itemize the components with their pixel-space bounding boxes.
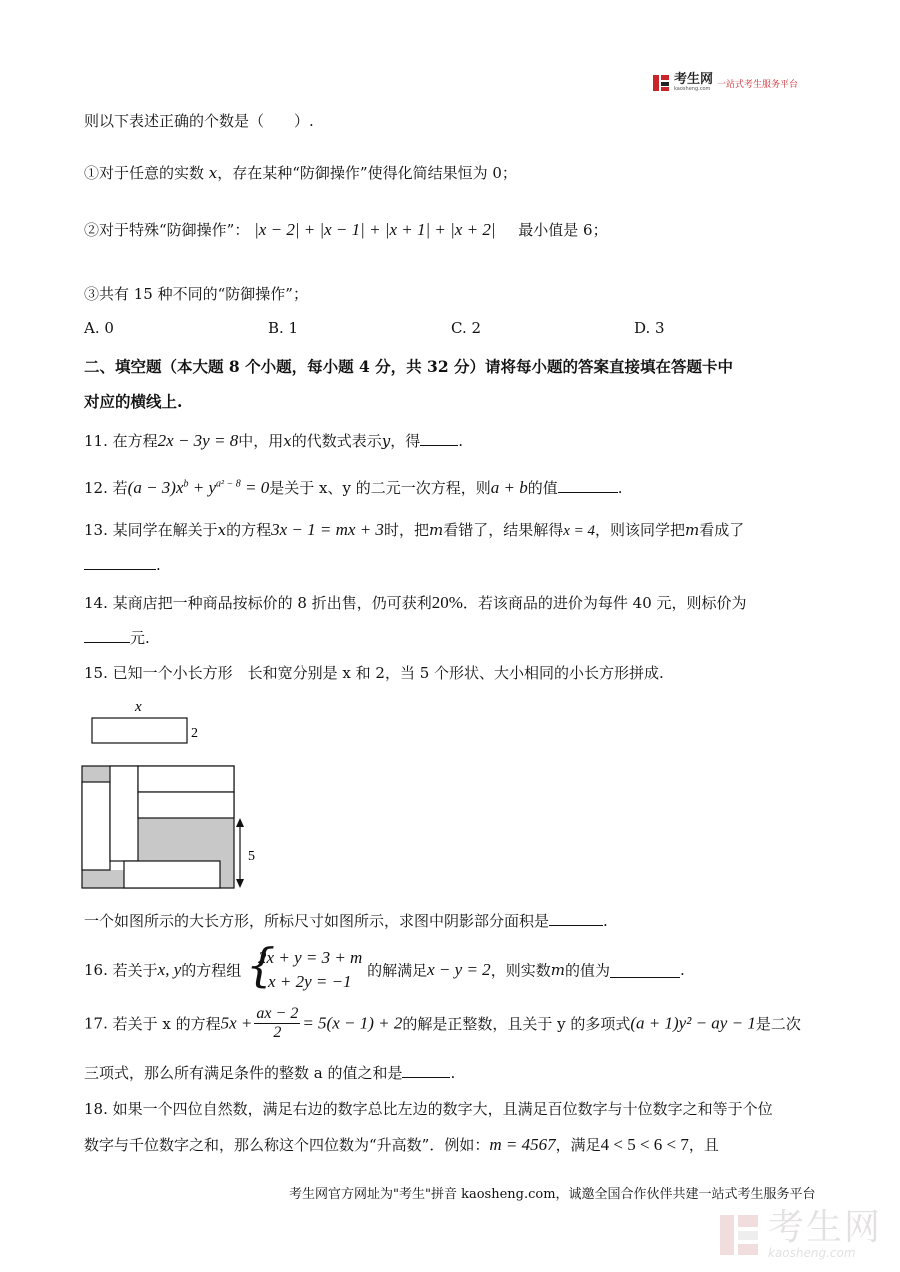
q10-option-b: B. 1 xyxy=(268,319,299,337)
q13-t6: 看成了 xyxy=(699,521,745,539)
q16-answer-blank[interactable] xyxy=(610,963,680,978)
q16-system xyxy=(246,938,363,994)
q17-frac-den: 2 xyxy=(273,1024,282,1041)
q17-t2: 的解是正整数，且关于 y 的多项式 xyxy=(402,1015,631,1033)
q15-answer-blank[interactable] xyxy=(549,911,603,926)
question-11 xyxy=(84,430,463,451)
watermark-logo-icon xyxy=(718,1213,762,1257)
q11-t2: 中，用 xyxy=(238,432,284,450)
q18-line2-a: 数字与千位数字之和，那么称这个四位数为“升高数”．例如： xyxy=(84,1136,490,1154)
s1-var: x xyxy=(208,164,218,182)
q11-v2: y xyxy=(381,432,391,450)
label-x: x xyxy=(135,699,142,715)
q18-line2 xyxy=(84,1134,719,1155)
q17-fraction xyxy=(254,1005,300,1042)
q14-answer-line xyxy=(84,627,150,648)
q13-v3: m xyxy=(685,521,700,539)
q18-chain: 4 < 5 < 6 < 7 xyxy=(600,1135,689,1154)
q13-t2: 的方程 xyxy=(226,521,272,539)
header-logo xyxy=(652,74,798,92)
label-5: 5 xyxy=(248,849,255,864)
q14-answer-blank[interactable] xyxy=(84,628,130,643)
q14-t1: 某商店把一种商品按标价的 8 折出售，仍可获利 xyxy=(112,594,432,612)
q13-eq: 3x − 1 = mx + 3 xyxy=(271,520,384,539)
q13-num: 13. xyxy=(84,521,108,539)
q12-ab: a + b xyxy=(490,478,528,497)
q13-answer-blank[interactable] xyxy=(84,555,156,570)
q16-row2: x + 2y = −1 xyxy=(268,972,352,991)
q15-t1: 已知一个小长方形 长和宽分别是 x 和 2，当 5 个形状、大小相同的小长方形拼成. xyxy=(112,664,664,682)
question-18 xyxy=(84,1098,773,1119)
question-17 xyxy=(84,1005,801,1042)
q16-end: . xyxy=(679,961,685,979)
q12-end: . xyxy=(617,479,623,497)
q14-pct: 20% xyxy=(431,593,463,612)
q14-t2: ．若该商品的进价为每件 40 元，则标价为 xyxy=(462,594,747,612)
q14-num: 14. xyxy=(84,594,108,612)
q12-t3: 的值 xyxy=(527,479,558,497)
q13-t4: 看错了，结果解得 xyxy=(443,521,564,539)
q18-num: 18. xyxy=(84,1100,108,1118)
dimension-5 xyxy=(236,818,255,888)
watermark-text: 考生网 xyxy=(768,1207,883,1248)
q11-answer-blank[interactable] xyxy=(420,431,458,446)
small-rectangle xyxy=(92,718,187,743)
q17-line2-text: 三项式，那么所有满足条件的整数 a 的值之和是 xyxy=(84,1064,403,1082)
footer-text: 考生网官方网址为"考生"拼音 kaosheng.com，诚邀全国合作伙伴共建一站式考生服务平台 xyxy=(289,1187,816,1202)
q16-t3: 的解满足 xyxy=(367,961,428,980)
q17-end: . xyxy=(450,1064,456,1082)
logo-domain: kaosheng.com xyxy=(674,86,711,92)
watermark-domain: kaosheng.com xyxy=(768,1246,856,1260)
question-16 xyxy=(84,938,685,994)
rect-top-1 xyxy=(138,766,234,792)
q17-t1: 若关于 x 的方程 xyxy=(112,1015,221,1033)
s2-pre: ②对于特殊“防御操作”： xyxy=(84,221,250,239)
big-rectangle xyxy=(82,766,234,888)
s1-post: ，存在某种“防御操作”使得化简结果恒为 0； xyxy=(217,164,517,182)
q12-eq-a: (a − 3)x xyxy=(127,478,184,497)
q15-figure xyxy=(78,694,268,894)
q17-frac-num: ax − 2 xyxy=(256,1005,299,1022)
rect-top-2 xyxy=(138,792,234,818)
q11-num: 11. xyxy=(84,432,108,450)
q16-t1: 若关于 xyxy=(112,961,158,980)
q12-answer-blank[interactable] xyxy=(558,478,618,493)
q10-option-a: A. 0 xyxy=(84,319,114,337)
q10-option-c: C. 2 xyxy=(451,319,482,337)
q12-sup-b: b xyxy=(183,478,189,490)
watermark xyxy=(718,1207,883,1260)
q18-line2-b: ，满足 xyxy=(555,1136,601,1154)
q13-v1: x xyxy=(217,521,227,539)
q13-t1: 某同学在解关于 xyxy=(112,521,218,539)
q12-eq-mid: + y xyxy=(188,478,217,497)
section2-title-line2: 对应的横线上. xyxy=(84,392,183,411)
q15-end: . xyxy=(603,912,608,930)
q16-t2: 的方程组 xyxy=(181,961,242,980)
s1-pre: ①对于任意的实数 xyxy=(84,164,209,182)
q15-num: 15. xyxy=(84,664,108,682)
question-15 xyxy=(84,662,664,683)
logo-name: 考生网 xyxy=(674,72,714,87)
q13-t5: ，则该同学把 xyxy=(594,521,685,539)
q10-option-d: D. 3 xyxy=(634,319,665,337)
q10-statement-2 xyxy=(84,219,608,240)
q12-t1: 若 xyxy=(112,479,128,497)
q12-t2: 是关于 x、y 的二元一次方程，则 xyxy=(269,479,491,497)
q16-vars: x, y xyxy=(157,960,182,979)
q11-t3: 的代数式表示 xyxy=(291,432,382,450)
q12-num: 12. xyxy=(84,479,108,497)
q13-answer-line xyxy=(84,555,161,574)
question-13 xyxy=(84,519,744,540)
q10-statement-1 xyxy=(84,162,517,183)
q17-num: 17. xyxy=(84,1014,108,1033)
label-2: 2 xyxy=(191,726,198,741)
q11-v1: x xyxy=(283,432,292,450)
q17-poly: (a + 1)y² − ay − 1 xyxy=(630,1013,756,1033)
kaosheng-logo-icon xyxy=(652,74,670,92)
q16-t4: ，则实数 xyxy=(490,961,551,980)
q12-eq-end: = 0 xyxy=(240,478,270,497)
q10-statement-3: ③共有 15 种不同的“防御操作”； xyxy=(84,285,308,303)
q14-end: 元. xyxy=(130,629,150,647)
q11-eq: 2x − 3y = 8 xyxy=(157,431,239,450)
q13-v2: m xyxy=(428,521,444,539)
q13-sol: x = 4 xyxy=(563,523,595,539)
rect-bottom xyxy=(124,861,220,888)
q18-line2-c: ，且 xyxy=(688,1136,719,1154)
s2-post: 最小值是 6； xyxy=(518,221,608,239)
q15-continuation xyxy=(84,910,608,931)
q16-t5: 的值为 xyxy=(564,961,610,980)
logo-tagline: 一站式考生服务平台 xyxy=(717,79,799,90)
q17-answer-blank[interactable] xyxy=(402,1063,450,1078)
q16-brace-icon: { xyxy=(246,938,276,992)
q16-row1: 2x + y = 3 + m xyxy=(258,948,363,967)
q11-t4: ，得 xyxy=(390,432,421,450)
section2-title-line1: 二、填空题（本大题 8 个小题，每小题 4 分，共 32 分）请将每小题的答案直接填在答题卡中 xyxy=(84,357,734,376)
q11-t1: 在方程 xyxy=(112,432,158,450)
q11-end: . xyxy=(458,432,463,450)
q18-line1: 如果一个四位自然数，满足右边的数字总比左边的数字大，且满足百位数字与十位数字之和等于个位 xyxy=(112,1100,773,1118)
q13-t3: 时，把 xyxy=(383,521,429,539)
rect-left-vertical xyxy=(82,782,110,870)
q17-line2 xyxy=(84,1062,455,1083)
q17-t3: 是二次 xyxy=(755,1015,801,1033)
q13-end: . xyxy=(156,556,161,574)
q10-intro: 则以下表述正确的个数是（ ）. xyxy=(84,112,314,130)
shade-bottom-left xyxy=(82,870,124,888)
q17-lhs: 5x + xyxy=(220,1013,253,1033)
question-12 xyxy=(84,477,623,498)
rect-second-vertical xyxy=(110,766,138,861)
question-14 xyxy=(84,592,747,613)
s2-expr: |x − 2| + |x − 1| + |x + 1| + |x + 2| xyxy=(254,220,496,239)
q16-cond: x − y = 2 xyxy=(427,960,491,979)
shade-top-left xyxy=(82,766,110,782)
q16-v: m xyxy=(550,961,565,979)
q16-num: 16. xyxy=(84,961,108,979)
q17-rhs: = 5(x − 1) + 2 xyxy=(302,1013,403,1033)
q15-t2: 一个如图所示的大长方形，所标尺寸如图所示，求图中阴影部分面积是 xyxy=(84,912,550,930)
q18-eg: m = 4567 xyxy=(489,1135,556,1154)
q12-sup-exp: a² − 8 xyxy=(216,478,241,490)
